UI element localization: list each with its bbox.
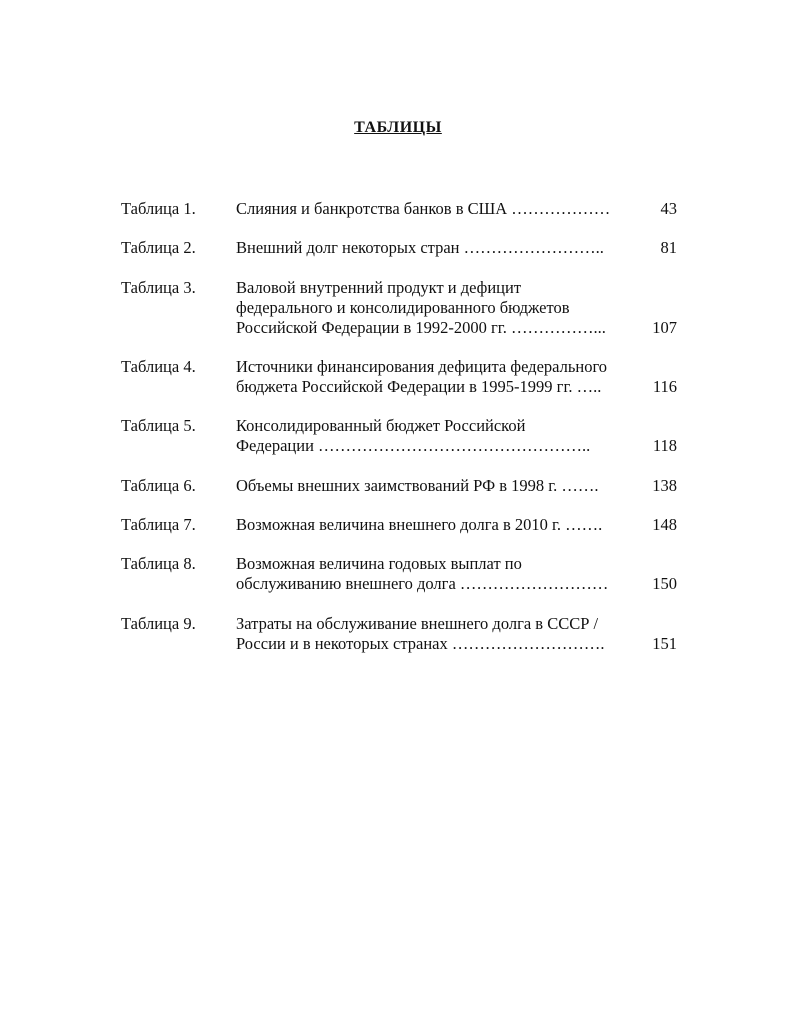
entry-page-number: 138 [652,476,677,495]
entry-label: Таблица 6. [121,476,196,495]
entry-page-number: 81 [660,238,677,257]
entry-line: Российской Федерации в 1992-2000 гг. ……………... [236,318,606,337]
entry-label: Таблица 7. [121,515,196,534]
page-title: ТАБЛИЦЫ [354,119,442,136]
entry-page-number: 43 [660,199,677,218]
entry-description [236,199,641,219]
entry-line: Источники финансирования дефицита федерального [236,357,608,376]
entry-line: Объемы внешних заимствований РФ в 1998 г. ……. [236,476,599,495]
entry-page-number: 151 [652,634,677,653]
entry-line: России и в некоторых странах ………………………. [236,634,605,653]
entry-description [236,238,641,258]
entry-page-number: 116 [652,377,677,396]
entry-page-number: 150 [652,574,677,593]
entry-line: Консолидированный бюджет Российской [236,416,526,435]
entry-label: Таблица 2. [121,238,196,257]
entry-description [236,476,641,496]
entry-line: обслуживанию внешнего долга ……………………… [236,574,609,593]
entry-description [236,278,641,338]
entry-line: федерального и консолидированного бюджетов [236,298,570,317]
entry-label: Таблица 3. [121,278,196,297]
entry-line: Затраты на обслуживание внешнего долга в СССР / [236,614,599,633]
entry-page-number: 148 [652,515,677,534]
entry-line: Слияния и банкротства банков в США ……………… [236,199,611,218]
entry-description [236,515,641,535]
entry-line: Возможная величина внешнего долга в 2010 г. ……. [236,515,603,534]
entry-label: Таблица 4. [121,357,196,376]
entry-label: Таблица 9. [121,614,196,633]
entry-line: бюджета Российской Федерации в 1995-1999 гг. ….. [236,377,602,396]
entry-description [236,554,641,594]
entry-label: Таблица 5. [121,416,196,435]
entry-page-number: 107 [652,318,677,337]
entry-description [236,416,641,456]
entry-line: Возможная величина годовых выплат по [236,554,522,573]
entry-description [236,614,641,654]
entry-line: Федерации ………………………………………….. [236,436,591,455]
entry-page-number: 118 [652,436,677,455]
entry-description [236,357,641,397]
entry-line: Внешний долг некоторых стран …………………….. [236,238,604,257]
entry-label: Таблица 1. [121,199,196,218]
entry-label: Таблица 8. [121,554,196,573]
entry-line: Валовой внутренний продукт и дефицит [236,278,522,297]
